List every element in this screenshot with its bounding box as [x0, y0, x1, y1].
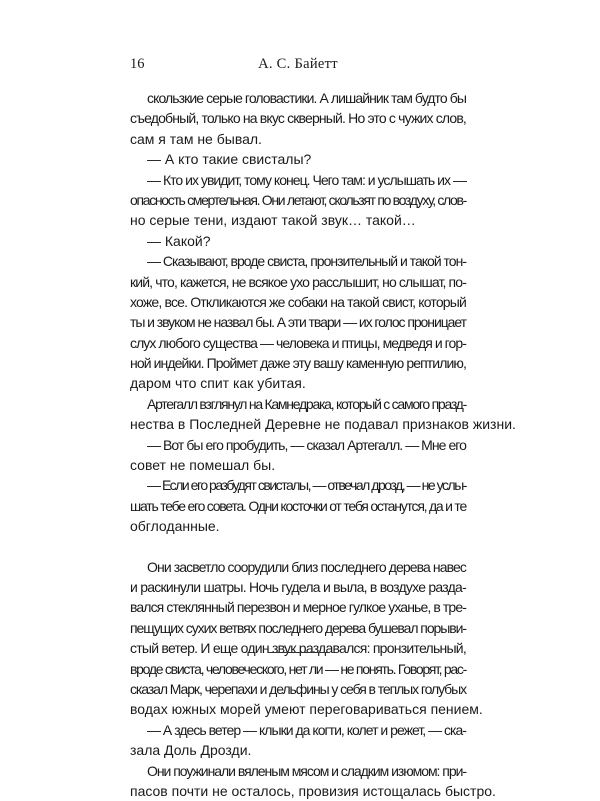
section-break — [130, 537, 466, 557]
text-line: зала Доль Дрозди. — [130, 740, 466, 760]
text-line: слух любого существа — человека и птицы, медведя и гор- — [130, 333, 466, 353]
text-line: обглоданные. — [130, 516, 466, 536]
page-header — [130, 56, 466, 76]
text-line: — Какой? — [130, 231, 466, 251]
paragraph — [130, 475, 466, 536]
text-line: вался стеклянный перезвон и мерное гулкое уханье, в тре- — [130, 597, 466, 617]
running-title: А. С. Байетт — [130, 56, 466, 73]
text-line: Они засветло соорудили близ последнего дерева навес — [130, 557, 466, 577]
text-line: и раскинули шатры. Ночь гудела и выла, в воздухе разда- — [130, 577, 466, 597]
text-line: водах южных морей умеют переговариваться пением. — [130, 699, 466, 719]
paragraph — [130, 394, 466, 435]
body-text — [130, 88, 466, 801]
text-line: — Вот бы его пробудить, — сказал Артегалл. — Мне его — [130, 435, 466, 455]
text-line: но серые тени, издают такой звук… такой… — [130, 210, 466, 230]
text-line: сам я там не бывал. — [130, 129, 466, 149]
text-line: съедобный, только на вкус скверный. Но это с чужих слов, — [130, 108, 466, 128]
text-line: шать тебе его совета. Одни косточки от тебя останутся, да и те — [130, 496, 466, 516]
paragraph — [130, 231, 466, 251]
text-line: опасность смертельная. Они летают, скользят по воздуху, слов- — [130, 190, 466, 210]
paragraph — [130, 557, 466, 720]
page-number: 16 — [130, 56, 145, 73]
text-line: Артегалл взглянул на Камнедрака, который с самого празд- — [130, 394, 466, 414]
paragraph — [130, 149, 466, 169]
text-line: Они поужинали вяленым мясом и сладким изюмом: при- — [130, 761, 466, 781]
text-line: — А кто такие свисталы? — [130, 149, 466, 169]
paragraph — [130, 435, 466, 476]
text-line: хоже, все. Откликаются же собаки на такой свист, который — [130, 292, 466, 312]
text-line: стый ветер. И еще один звук раздавался: пронзительный, — [130, 638, 466, 658]
paragraph — [130, 88, 466, 149]
text-line: — Сказывают, вроде свиста, пронзительный и такой тон- — [130, 251, 466, 271]
text-line: — А здесь ветер — клыки да когти, колет и режет, — ска- — [130, 720, 466, 740]
text-line: ной индейки. Проймет даже эту вашу каменную рептилию, — [130, 353, 466, 373]
section-end-rule — [268, 652, 330, 653]
text-line: совет не помешал бы. — [130, 455, 466, 475]
paragraph — [130, 251, 466, 394]
text-line: даром что спит как убитая. — [130, 373, 466, 393]
text-line: пасов почти не осталось, провизия истощалась быстро. — [130, 781, 466, 801]
text-line: ты и звуком не назвал бы. А эти твари — их голос проницает — [130, 312, 466, 332]
text-line: сказал Марк, черепахи и дельфины у себя в теплых голубых — [130, 679, 466, 699]
paragraph — [130, 170, 466, 231]
text-line: вроде свиста, человеческого, нет ли — не понять. Говорят, рас- — [130, 659, 466, 679]
text-line: — Кто их увидит, тому конец. Чего там: и услышать их — — [130, 170, 466, 190]
text-line: пещущих сухих ветвях последнего дерева бушевал порыви- — [130, 618, 466, 638]
text-line: — Если его разбудят свисталы, — отвечал дрозд, — не услы- — [130, 475, 466, 495]
paragraph — [130, 720, 466, 761]
text-line: скользкие серые головастики. А лишайник там будто бы — [130, 88, 466, 108]
text-line: кий, что, кажется, не всякое ухо расслышит, но слышат, по- — [130, 272, 466, 292]
text-line: нества в Последней Деревне не подавал признаков жизни. — [130, 414, 466, 434]
paragraph — [130, 761, 466, 801]
